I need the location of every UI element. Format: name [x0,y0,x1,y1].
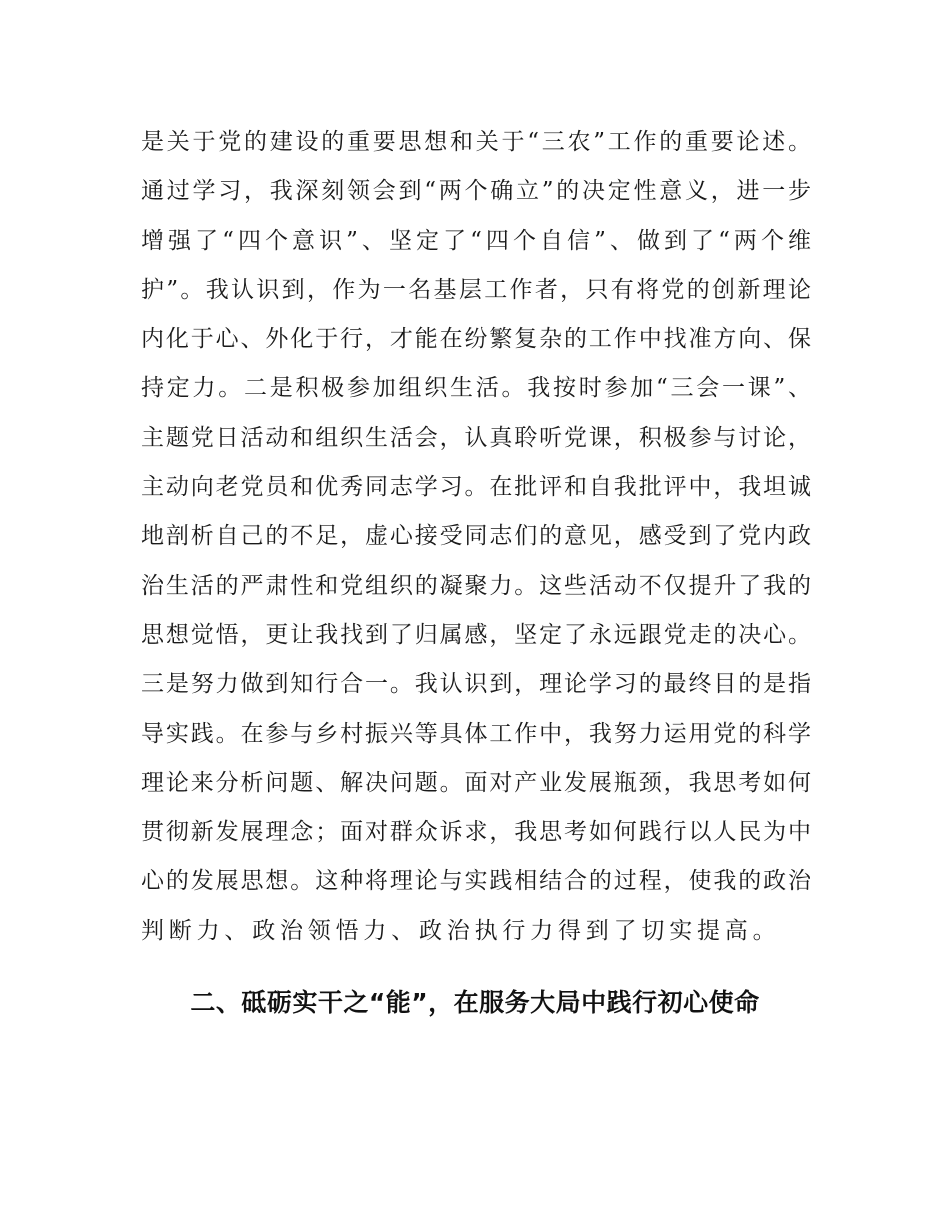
paragraph-line: 心的发展思想。这种将理论与实践相结合的过程，使我的政治 [141,868,811,895]
paragraph-line: 是关于党的建设的重要思想和关于“三农”工作的重要论述。 [141,129,811,155]
paragraph-line: 理论来分析问题、解决问题。面对产业发展瓶颈，我思考如何 [141,769,811,796]
paragraph-line: 三是努力做到知行合一。我认识到，理论学习的最终目的是指 [141,671,811,698]
paragraph-line: 护”。我认识到，作为一名基层工作者，只有将党的创新理论 [141,276,811,303]
paragraph-line: 通过学习，我深刻领会到“两个确立”的决定性意义，进一步 [141,178,811,205]
paragraph-line: 持定力。二是积极参加组织生活。我按时参加“三会一课”、 [141,375,811,402]
paragraph-line: 地剖析自己的不足，虚心接受同志们的意见，感受到了党内政 [141,523,811,550]
paragraph-line: 导实践。在参与乡村振兴等具体工作中，我努力运用党的科学 [141,720,811,747]
paragraph-line: 治生活的严肃性和党组织的凝聚力。这些活动不仅提升了我的 [141,572,811,599]
paragraph-line: 主动向老党员和优秀同志学习。在批评和自我批评中，我坦诚 [141,474,811,501]
paragraph-line: 增强了“四个意识”、坚定了“四个自信”、做到了“两个维 [141,227,811,254]
section-heading: 二、砥砺实干之“能”，在服务大局中践行初心使命 [190,988,760,1017]
paragraph-line: 内化于心、外化于行，才能在纷繁复杂的工作中找准方向、保 [141,326,811,353]
paragraph-line-last: 判断力、政治领悟力、政治执行力得到了切实提高。 [141,917,781,944]
paragraph-line: 思想觉悟，更让我找到了归属感，坚定了永远跟党走的决心。 [141,621,811,648]
paragraph-line: 贯彻新发展理念；面对群众诉求，我思考如何践行以人民为中 [141,819,811,846]
paragraph-line: 主题党日活动和组织生活会，认真聆听党课，积极参与讨论， [141,424,811,451]
body-paragraph [141,118,811,956]
